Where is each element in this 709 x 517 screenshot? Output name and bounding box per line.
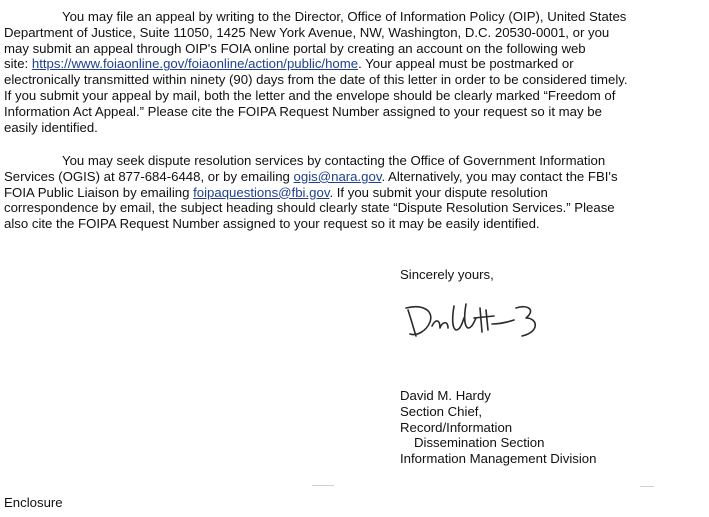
text-fragment: . Your appeal must be postmarked or — [358, 56, 574, 72]
text-line: Department of Justice, Suite 11050, 1425 New York Avenue, NW, Washington, D.C. 20530-0001, or you — [4, 24, 610, 40]
text-line: also cite the FOIPA Request Number assigned to your request so it may be easily identified. — [4, 216, 540, 232]
text-fragment: . Alternatively, you may contact the FBI's — [381, 168, 618, 184]
text-line-with-link — [4, 56, 694, 72]
text-fragment: . If you submit your dispute resolution — [329, 184, 548, 200]
scan-artifact — [640, 486, 654, 487]
text-line: You may seek dispute resolution services by contacting the Office of Government Information — [62, 153, 606, 168]
signatory-block — [400, 388, 596, 467]
foiaonline-portal-link[interactable]: https://www.foiaonline.gov/foiaonline/action/public/home — [31, 56, 359, 72]
text-line: correspondence by email, the subject heading should clearly state “Dispute Resolution Services.” Please — [4, 200, 615, 216]
text-line: You may file an appeal by writing to the Director, Office of Information Policy (OIP), United States — [62, 9, 627, 24]
text-line: Information Act Appeal.” Please cite the FOIPA Request Number assigned to your request so it may be — [4, 103, 602, 119]
signatory-division: Information Management Division — [400, 451, 597, 467]
signatory-name: David M. Hardy — [400, 388, 491, 403]
dispute-resolution-paragraph — [4, 153, 694, 232]
text-line: easily identified. — [4, 119, 98, 135]
signatory-title-line: Record/Information — [400, 419, 513, 435]
text-line: electronically transmitted within ninety (90) days from the date of this letter in order to be considered timely. — [4, 72, 628, 88]
text-line: may submit an appeal through OIP's FOIA online portal by creating an account on the following web — [4, 40, 586, 56]
text-fragment: FOIA Public Liaison by emailing — [4, 184, 194, 200]
text-fragment: Services (OGIS) at 877-684-6448, or by emailing — [4, 168, 294, 184]
text-fragment: site: — [4, 56, 32, 72]
handwritten-signature — [404, 296, 554, 348]
ogis-email-link[interactable]: ogis@nara.gov — [293, 168, 382, 184]
enclosure-label: Enclosure — [4, 495, 63, 510]
closing-salutation: Sincerely yours, — [400, 267, 494, 282]
text-line-with-link — [4, 169, 694, 185]
appeal-paragraph — [4, 9, 694, 135]
scan-artifact — [312, 485, 334, 486]
text-line: If you submit your appeal by mail, both the letter and the envelope should be clearly marked “Freedom of — [4, 87, 616, 103]
signatory-section-line: Dissemination Section — [414, 435, 545, 451]
foipa-questions-email-link[interactable]: foipaquestions@fbi.gov — [193, 184, 330, 200]
text-line-with-link — [4, 185, 694, 201]
signatory-title-line: Section Chief, — [400, 403, 483, 419]
